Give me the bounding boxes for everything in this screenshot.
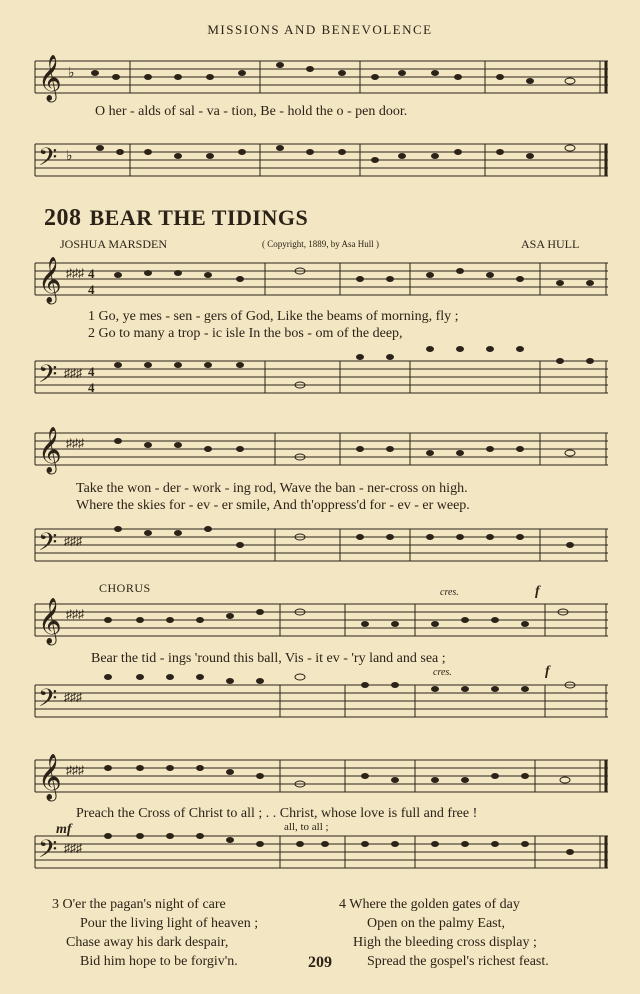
verse-4-line-1: 4 Where the golden gates of day — [339, 897, 520, 912]
svg-text:𝄢: 𝄢 — [38, 144, 58, 177]
svg-text:4: 4 — [88, 364, 95, 379]
system2-lyric-1: Take the won - der - work - ing rod, Wave the ban - ner-cross on high. — [76, 481, 468, 496]
forte-marking-bass: f — [545, 664, 550, 679]
system4-lyric-2: all, to all ; — [284, 821, 329, 833]
system2-lyric-2: Where the skies for - ev - er smile, And th'oppress'd for - ev - er weep. — [76, 498, 470, 513]
verse-3-line-1: 3 O'er the pagan's night of care — [52, 897, 226, 912]
author-credit: JOSHUA MARSDEN — [60, 237, 168, 251]
section-header: MISSIONS AND BENEVOLENCE — [207, 22, 433, 37]
svg-text:𝄞: 𝄞 — [38, 598, 62, 643]
staff-prev-treble — [30, 55, 610, 105]
page-number: 209 — [308, 954, 332, 971]
svg-text:𝄢: 𝄢 — [38, 836, 58, 869]
staff-system3-treble — [30, 598, 610, 648]
hymn-title-block — [44, 205, 308, 232]
svg-text:𝄢: 𝄢 — [38, 529, 58, 562]
svg-text:♯♯♯: ♯♯♯ — [64, 366, 82, 380]
prev-lyric: O her - alds of sal - va - tion, Be - hold the o - pen door. — [95, 104, 408, 119]
verse-4-line-4: Spread the gospel's richest feast. — [367, 954, 549, 969]
system4-lyric-1: Preach the Cross of Christ to all ; . . Christ, whose love is full and free ! — [76, 806, 478, 821]
cres-marking-bass: cres. — [433, 667, 452, 678]
svg-text:𝄢: 𝄢 — [38, 361, 58, 394]
staff-system3-bass — [30, 673, 610, 733]
forte-marking-treble: f — [535, 584, 540, 599]
cres-marking-treble: cres. — [440, 587, 459, 598]
composer-credit: ASA HULL — [521, 237, 580, 251]
system3-lyric-1: Bear the tid - ings 'round this ball, Vis - it ev - 'ry land and sea ; — [91, 651, 446, 666]
svg-text:♭: ♭ — [66, 149, 73, 164]
svg-text:♯♯♯: ♯♯♯ — [66, 607, 84, 621]
chorus-label: CHORUS — [99, 581, 151, 595]
verse-3-line-4: Bid him hope to be forgiv'n. — [80, 954, 238, 969]
staff-prev-bass — [30, 128, 610, 188]
staff-system2-treble — [30, 425, 610, 480]
staff-system4-bass — [30, 828, 610, 888]
svg-text:♯♯♯: ♯♯♯ — [64, 690, 82, 704]
copyright-notice: ( Copyright, 1889, by Asa Hull ) — [262, 239, 379, 249]
hymn-title: BEAR THE TIDINGS — [89, 205, 309, 230]
svg-text:♯♯♯: ♯♯♯ — [66, 266, 84, 280]
svg-text:♯♯♯: ♯♯♯ — [64, 841, 82, 855]
svg-text:𝄞: 𝄞 — [38, 257, 62, 302]
verse-4-line-3: High the bleeding cross display ; — [353, 935, 537, 950]
staff-system1-treble — [30, 255, 610, 310]
hymn-number: 208 — [44, 205, 82, 231]
svg-text:𝄞: 𝄞 — [38, 754, 62, 799]
verse-3-line-2: Pour the living light of heaven ; — [80, 916, 259, 931]
svg-text:4: 4 — [88, 380, 95, 395]
staff-system4-treble — [30, 752, 610, 807]
mezzo-forte-marking: mf — [56, 822, 72, 837]
svg-text:4: 4 — [88, 266, 95, 281]
svg-text:𝄞: 𝄞 — [38, 55, 62, 100]
verse-4-line-2: Open on the palmy East, — [367, 916, 506, 931]
svg-text:♭: ♭ — [68, 66, 75, 81]
svg-text:4: 4 — [88, 282, 95, 297]
svg-text:𝄞: 𝄞 — [38, 427, 62, 472]
svg-text:♯♯♯: ♯♯♯ — [64, 534, 82, 548]
system1-lyric-1: 1 Go, ye mes - sen - gers of God, Like the beams of morning, fly ; — [88, 309, 459, 324]
staff-system1-bass — [30, 345, 610, 410]
verse-3-line-3: Chase away his dark despair, — [66, 935, 229, 950]
svg-text:𝄢: 𝄢 — [38, 685, 58, 718]
system1-lyric-2: 2 Go to many a trop - ic isle In the bos - om of the deep, — [88, 326, 403, 341]
svg-text:♯♯♯: ♯♯♯ — [66, 436, 84, 450]
svg-text:♯♯♯: ♯♯♯ — [66, 763, 84, 777]
staff-system2-bass — [30, 515, 610, 580]
